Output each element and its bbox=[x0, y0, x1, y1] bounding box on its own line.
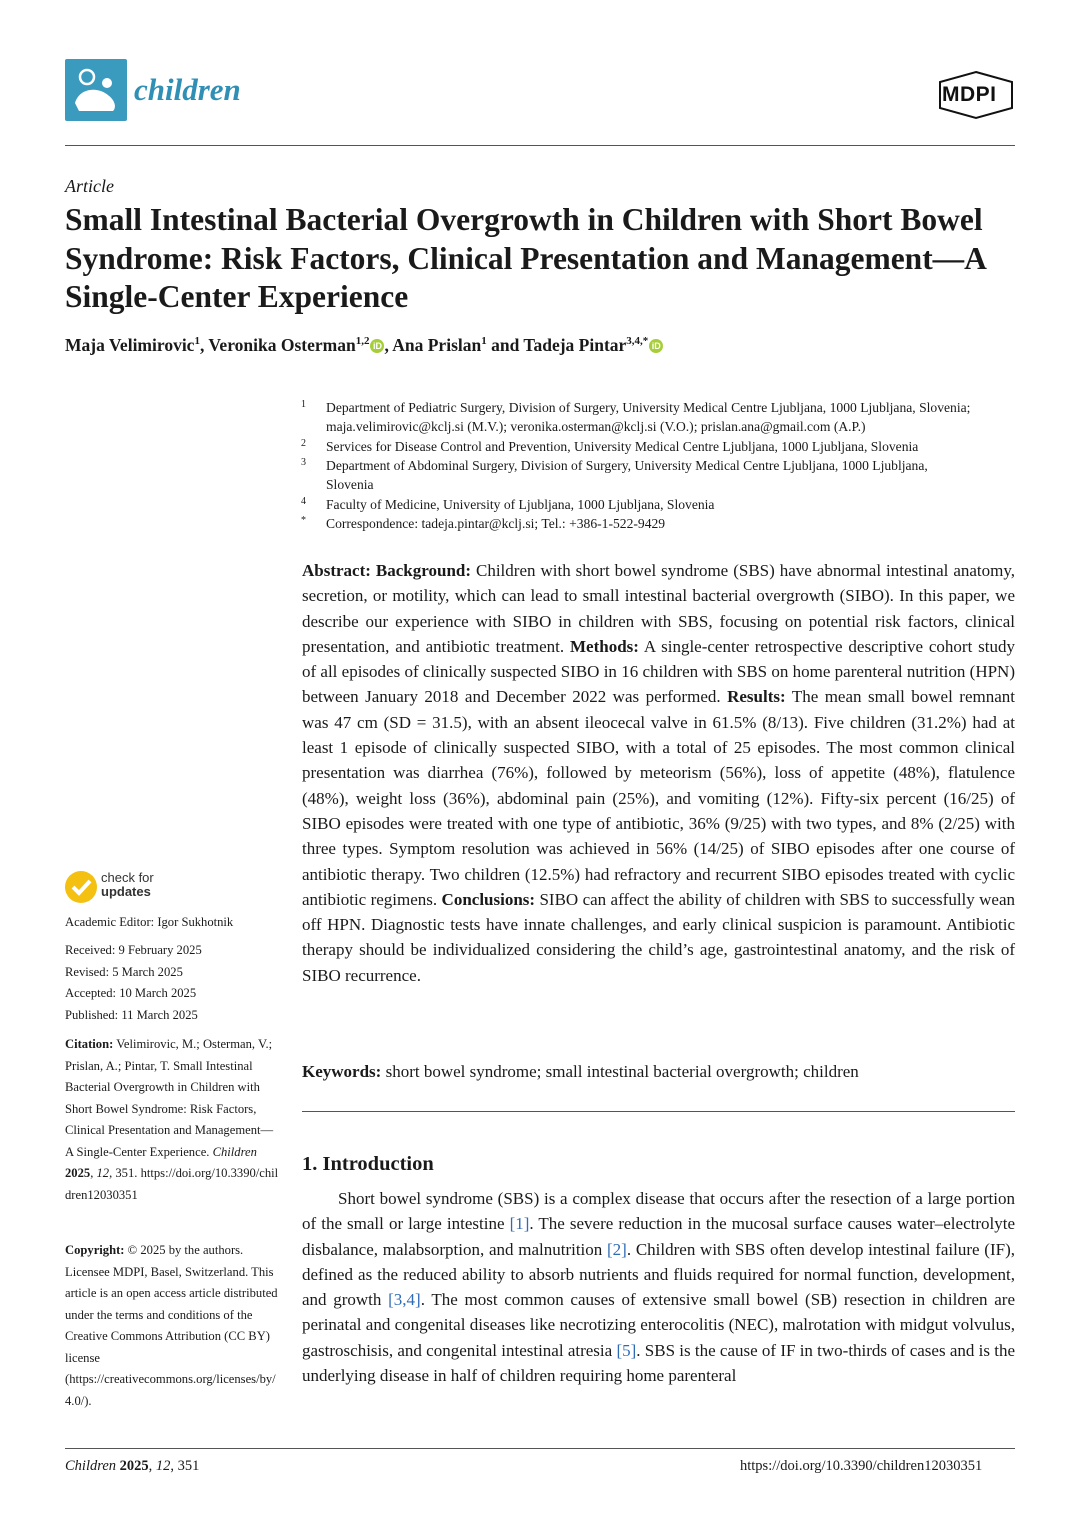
check-for-updates-button[interactable] bbox=[65, 869, 175, 905]
author-list bbox=[65, 335, 663, 356]
author-name: Veronika Osterman bbox=[208, 335, 356, 355]
revised-date: Revised: 5 March 2025 bbox=[65, 964, 183, 979]
author-affiliation-marker: 1 bbox=[194, 335, 200, 348]
affiliation-2: 2 Services for Disease Control and Prevention, University Medical Centre Ljubljana, 1000 Ljubljana, Slovenia bbox=[301, 438, 919, 454]
keywords bbox=[302, 1059, 1015, 1084]
check-for-updates-label: check for updates bbox=[101, 870, 154, 899]
citation-block: Citation: Velimirovic, M.; Osterman, V.; Prislan, A.; Pintar, T. Small Intestinal Bacterial Overgrowth in Children with Short Bowel Syndrome: Risk Factors, Clinical Presentation and Management—A Single-Center Experience. Children 2025, 12, 351. https://doi.org/10.3390/children12030351 bbox=[65, 1037, 279, 1202]
citation-link[interactable]: [2] bbox=[607, 1239, 627, 1259]
article-title: Small Intestinal Bacterial Overgrowth in Children with Short Bowel Syndrome: Risk Factors, Clinical Presentation and Management—A Single-Center Experience bbox=[65, 202, 986, 314]
abstract-label: Abstract: bbox=[302, 561, 371, 580]
author-name: Ana Prislan bbox=[392, 335, 482, 355]
citation-link[interactable]: [5] bbox=[616, 1340, 637, 1360]
correspondence: * Correspondence: tadeja.pintar@kclj.si; Tel.: +386-1-522-9429 bbox=[301, 515, 666, 531]
abstract-conclusions: SIBO can affect the ability of children with SBS to successfully wean off HPN. Diagnostic tests have innate challenges, and early clinical suspicion is paramount. Antibiotic therapy should be individualized considering the child’s age, gastrointestinal anatomy, and the risk of SIBO recurrence. bbox=[302, 889, 1016, 985]
article-type: Article bbox=[65, 176, 114, 196]
abstract-background: Children with short bowel syndrome (SBS) have abnormal intestinal anatomy, secretion, or motility, which can lead to small intestinal bacterial overgrowth (SIBO). In this paper, we describe our experience with SIBO in children with SBS, focusing on potential risk factors, clinical presentation, and antibiotic treatment. bbox=[302, 561, 1016, 656]
mdpi-logo-icon bbox=[936, 70, 1016, 120]
author-separator: and bbox=[486, 335, 524, 355]
mdpi-logo-text: MDPI bbox=[942, 83, 997, 106]
keywords-divider bbox=[302, 1111, 1015, 1112]
check-for-updates-icon bbox=[65, 871, 97, 903]
section-heading-introduction: 1. Introduction bbox=[302, 1153, 434, 1175]
copyright-block: Copyright: © 2025 by the authors. Licensee MDPI, Basel, Switzerland. This article is an open access article distributed under the terms and conditions of the Creative Commons Attribution (CC BY) license (https://creativecommons.org/licenses/by/4.0/). bbox=[65, 1243, 278, 1408]
author-separator: , bbox=[384, 335, 393, 355]
author-affiliation-marker: 1,2 bbox=[355, 335, 370, 348]
abstract-methods: A single-center retrospective descriptive cohort study of all episodes of clinically suspected SIBO in 16 children with SBS on home parenteral nutrition (HPN) between January 2018 and December 2022 was performed. bbox=[302, 636, 1016, 707]
footer-divider bbox=[65, 1448, 1015, 1449]
author-affiliation-marker: 1 bbox=[481, 335, 487, 348]
author-name: Tadeja Pintar bbox=[523, 335, 627, 355]
journal-name: children bbox=[134, 72, 241, 107]
publication-dates bbox=[65, 940, 280, 1026]
header-divider bbox=[65, 145, 1015, 146]
affiliation-1: 1 Department of Pediatric Surgery, Division of Surgery, University Medical Centre Ljubljana, 1000 Ljubljana, Slovenia; maja.velimirovic@kclj.si (M.V.); veronika.osterman@kclj.si (V.O.); prislan.ana@gmail.com (A.P.) bbox=[301, 399, 971, 435]
affiliation-4: 4 Faculty of Medicine, University of Ljubljana, 1000 Ljubljana, Slovenia bbox=[301, 496, 715, 512]
footer-citation: Children 2025, 12, 351 bbox=[65, 1458, 200, 1474]
abstract-results: The mean small bowel remnant was 47 cm (SD = 31.5), with an absent ileocecal valve in 61.5% (8/13). Five children (31.2%) had at least 1 episode of clinically suspected SIBO, with a total of 25 episodes. The most common clinical presentation was diarrhea (76%), followed by meteorism (56%), loss of appetite (48%), flatulence (48%), weight loss (36%), abdominal pain (25%), and vomiting (12%). Fifty-six percent (16/25) of SIBO episodes were treated with one type of antibiotic, 36% (9/25) with two types, and 8% (2/25) with three types. Symptom resolution was achieved in 56% (14/25) of SIBO episodes after one course of antibiotic therapy. Two children (12.5%) had refractory and recurrent SIBO episodes treated with cyclic antibiotic regimens. bbox=[302, 687, 1015, 909]
citation-doi-link[interactable]: https://doi.org/10.3390/children12030351 bbox=[65, 1166, 279, 1202]
keywords-label: Keywords: bbox=[302, 1062, 382, 1081]
children-journal-logo-icon bbox=[65, 59, 127, 121]
received-date: Received: 9 February 2025 bbox=[65, 943, 202, 957]
citation-link[interactable]: [1] bbox=[509, 1214, 530, 1234]
orcid-icon[interactable]: iD bbox=[370, 339, 384, 353]
accepted-date: Accepted: 10 March 2025 bbox=[65, 986, 197, 1000]
footer-doi-link[interactable]: https://doi.org/10.3390/children12030351 bbox=[740, 1458, 983, 1474]
abstract bbox=[302, 558, 1015, 988]
orcid-icon[interactable]: iD bbox=[649, 339, 663, 353]
author-name: Maja Velimirovic bbox=[65, 335, 195, 355]
academic-editor: Academic Editor: Igor Sukhotnik bbox=[65, 915, 234, 929]
author-separator: , bbox=[199, 335, 209, 355]
published-date: Published: 11 March 2025 bbox=[65, 1007, 198, 1022]
introduction-paragraph: Short bowel syndrome (SBS) is a complex disease that occurs after the resection of a large portion of the small or large intestine [1]. The severe reduction in the mucosal surface causes water–electrolyte disbalance, malabsorption, and malnutrition [2]. Children with SBS often develop intestinal failure (IF), defined as the reduced ability to absorb nutrients and fluids required for normal function, development, and growth [3,4]. The most common causes of extensive small bowel (SB) resection in children are perinatal and congenital diseases like necrotizing enterocolitis (NEC), malrotation with midgut volvulus, gastroschisis, and congenital intestinal atresia [5]. SBS is the cause of IF in two-thirds of cases and is the underlying disease in half of children requiring home parenteral bbox=[302, 1189, 1015, 1386]
results-label: Results: bbox=[727, 687, 786, 707]
conclusions-label: Conclusions: bbox=[441, 889, 536, 909]
affiliation-3: 3 Department of Abdominal Surgery, Division of Surgery, University Medical Centre Ljubljana, 1000 Ljubljana, Slovenia bbox=[301, 457, 928, 493]
citation-link[interactable]: [3,4] bbox=[388, 1290, 421, 1310]
keywords-text: short bowel syndrome; small intestinal bacterial overgrowth; children bbox=[385, 1062, 859, 1081]
methods-label: Methods: bbox=[570, 636, 639, 656]
author-affiliation-marker: 3,4,* bbox=[626, 335, 649, 348]
background-label: Background: bbox=[375, 561, 472, 580]
